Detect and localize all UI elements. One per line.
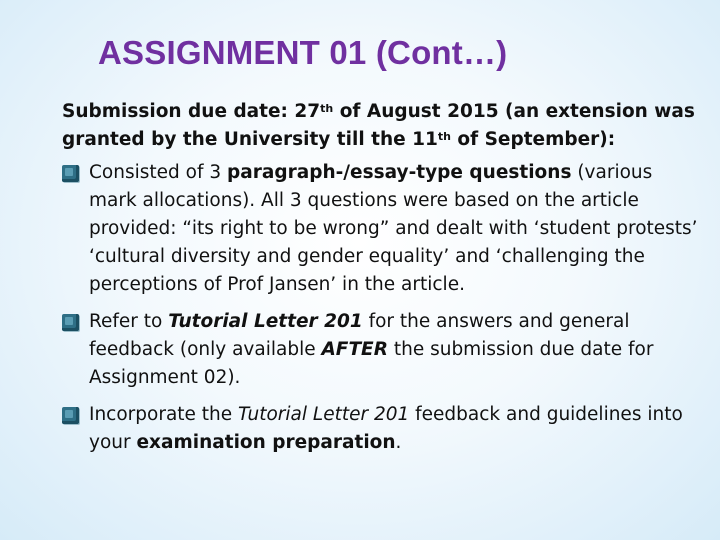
bullet-item-questions (62, 159, 702, 299)
ordinal-suffix: th (437, 130, 451, 143)
intro-text-part-3: of September): (450, 129, 616, 150)
bullet-item-exam-preparation (62, 401, 702, 457)
bullet-text: . (395, 432, 402, 453)
bullet-text: Refer to (89, 311, 169, 332)
bullet-emphasis: examination preparation (136, 432, 396, 453)
square-bullet-icon (62, 314, 79, 331)
bullet-text: for the answers and general feedback (only available (89, 311, 630, 360)
tutorial-letter-reference: Tutorial Letter 201 (168, 311, 363, 332)
bullet-item-tutorial-letter (62, 308, 702, 392)
bullet-text: the submission due date for Assignment 02). (89, 339, 654, 388)
bullet-text: (various mark allocations). All 3 questions were based on the article provided: “its right to be wrong” and dealt with ‘student protests’ ‘cultural diversity and gender equality’ and ‘challenging the perceptions of Prof Jansen’ in the article. (89, 162, 698, 295)
bullet-text: Incorporate the (89, 404, 239, 425)
submission-due-date-text (62, 98, 702, 154)
square-bullet-icon (62, 165, 79, 182)
intro-text-part-1: Submission due date: 27 (62, 101, 321, 122)
tutorial-letter-reference: Tutorial Letter 201 (238, 404, 410, 425)
slide-content (62, 98, 702, 466)
bullet-emphasis: AFTER (321, 339, 388, 360)
ordinal-suffix: th (320, 102, 334, 115)
bullet-emphasis: paragraph-/essay-type questions (227, 162, 572, 183)
intro-text-part-2: of August 2015 (an extension was granted by the University till the 11 (62, 101, 695, 150)
slide-title: ASSIGNMENT 01 (Cont…) (98, 34, 508, 71)
bullet-text: feedback and guidelines into your (89, 404, 683, 453)
bullet-text: Consisted of 3 (89, 162, 228, 183)
square-bullet-icon (62, 407, 79, 424)
